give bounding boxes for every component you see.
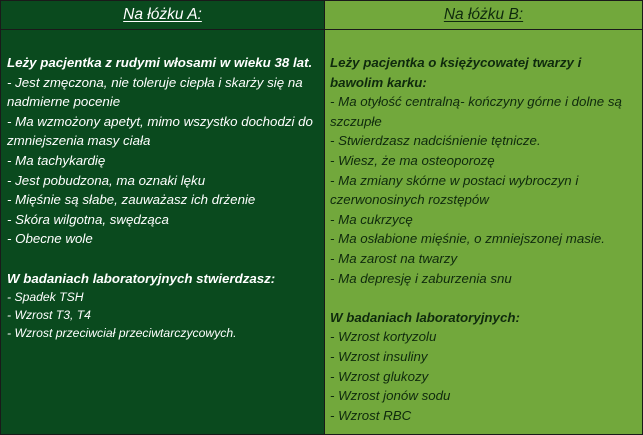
bed-b-content — [325, 30, 642, 425]
bed-b-lab-result: - Wzrost RBC — [330, 407, 412, 423]
bed-a-lab-result: - Wzrost przeciwciał przeciwtarczycowych. — [7, 326, 237, 341]
bed-a-lab-result: - Spadek TSH — [7, 290, 84, 305]
bed-b-symptom: - Ma zmiany skórne w postaci wybroczyn i czerwonosinych rozstępów — [330, 172, 579, 208]
bed-a-symptom: - Obecne wole — [7, 231, 93, 247]
bed-a-symptom: - Ma tachykardię — [7, 152, 106, 168]
bed-a-heading: Na łóżku A: — [1, 1, 324, 30]
bed-b-symptom: - Wiesz, że ma osteoporozę — [330, 152, 495, 168]
bed-b-symptom: - Ma zarost na twarzy — [330, 250, 458, 266]
bed-b-symptom: - Ma depresję i zaburzenia snu — [330, 270, 512, 286]
bed-b-symptom: - Stwierdzasz nadciśnienie tętnicze. — [330, 133, 541, 149]
bed-a-symptom: - Mięśnie są słabe, zauważasz ich drżenie — [7, 192, 256, 208]
bed-b-symptom: - Ma osłabione mięśnie, o zmniejszonej masie. — [330, 231, 605, 247]
bed-b-lab-result: - Wzrost glukozy — [330, 368, 429, 384]
bed-b-symptom: - Ma otyłość centralną- kończyny górne i dolne są szczupłe — [330, 94, 622, 129]
spacer — [330, 288, 637, 308]
bed-b-column — [324, 0, 643, 435]
bed-b-lab-result: - Wzrost jonów sodu — [330, 388, 451, 404]
bed-b-intro: Leży pacjentka o księżycowatej twarzy i bawolim karku: — [330, 55, 582, 90]
bed-a-lab-title: W badaniach laboratoryjnych stwierdzasz: — [7, 270, 276, 286]
bed-b-lab-title: W badaniach laboratoryjnych: — [330, 309, 520, 325]
bed-a-content — [1, 30, 324, 342]
bed-b-lab-result: - Wzrost kortyzolu — [330, 329, 437, 345]
bed-a-symptom: - Jest pobudzona, ma oznaki lęku — [7, 172, 206, 188]
bed-b-symptom: - Ma cukrzycę — [330, 211, 413, 227]
bed-b-heading: Na łóżku B: — [325, 1, 642, 30]
bed-b-lab-result: - Wzrost insuliny — [330, 348, 428, 364]
spacer — [7, 249, 319, 269]
bed-a-symptom: - Skóra wilgotna, swędząca — [7, 211, 169, 227]
bed-a-lab-result: - Wzrost T3, T4 — [7, 308, 91, 323]
bed-a-symptom: - Ma wzmożony apetyt, mimo wszystko dochodzi do zmniejszenia masy ciała — [7, 113, 313, 149]
bed-a-symptom: - Jest zmęczona, nie toleruje ciepła i skarży się na nadmierne pocenie — [7, 74, 303, 110]
bed-a-intro: Leży pacjentka z rudymi włosami w wieku 38 lat. — [7, 55, 313, 70]
